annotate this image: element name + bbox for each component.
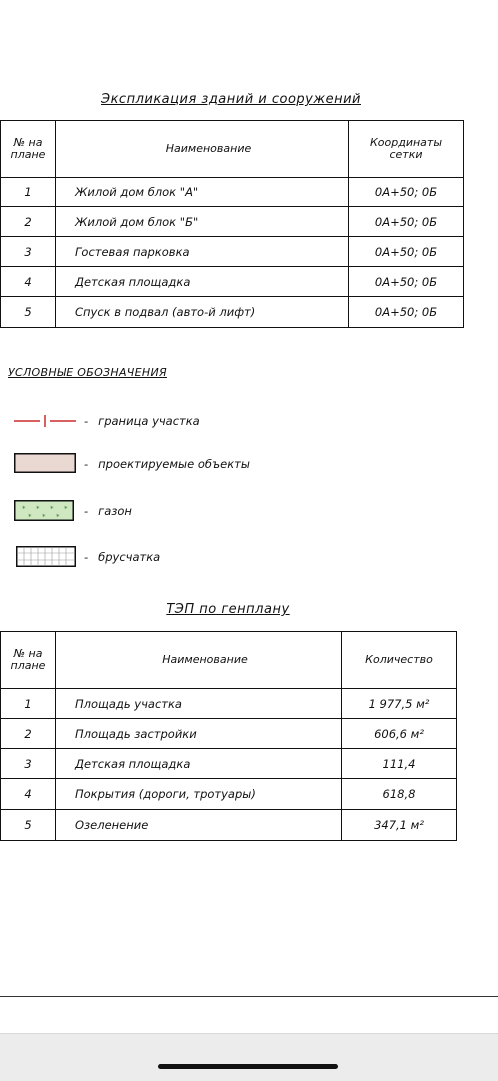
explication-title: Экспликация зданий и сооружений: [101, 92, 361, 107]
table-row: [1, 178, 464, 207]
row-coord: 0А+50; 0Б: [349, 207, 464, 237]
svg-text:⁎: ⁎: [56, 511, 60, 519]
header-num: № на плане: [1, 121, 56, 178]
legend-item-paving: [14, 546, 274, 568]
legend-label: - граница участка: [84, 414, 200, 428]
row-coord: 0А+50; 0Б: [349, 267, 464, 297]
table-row: [1, 297, 464, 328]
row-name: Спуск в подвал (авто-й лифт): [56, 297, 349, 328]
legend-title: УСЛОВНЫЕ ОБОЗНАЧЕНИЯ: [8, 366, 167, 379]
boundary-line-icon: [14, 413, 76, 433]
row-qty: 111,4: [342, 749, 457, 779]
row-name: Жилой дом блок "Б": [56, 207, 349, 237]
svg-text:⁎: ⁎: [36, 503, 40, 511]
table-row: [1, 207, 464, 237]
explication-table: [0, 120, 464, 328]
row-name: Площадь участка: [56, 689, 342, 719]
svg-text:⁎: ⁎: [42, 511, 46, 519]
home-indicator[interactable]: [158, 1064, 338, 1069]
row-num: 5: [1, 810, 56, 841]
table-row: [1, 267, 464, 297]
row-num: 2: [1, 207, 56, 237]
svg-text:⁎: ⁎: [64, 503, 68, 511]
explication-header-row: [1, 121, 464, 178]
tep-title: ТЭП по генплану: [166, 602, 290, 617]
row-name: Озеленение: [56, 810, 342, 841]
tep-header-row: [1, 632, 457, 689]
row-num: 1: [1, 689, 56, 719]
page-bottom-border: [0, 996, 498, 997]
bottom-toolbar: [0, 1033, 498, 1081]
row-name: Покрытия (дороги, тротуары): [56, 779, 342, 810]
row-name: Детская площадка: [56, 749, 342, 779]
header-qty: Количество: [342, 632, 457, 689]
row-coord: 0А+50; 0Б: [349, 237, 464, 267]
table-row: [1, 689, 457, 719]
table-row: [1, 719, 457, 749]
row-num: 5: [1, 297, 56, 328]
row-name: Площадь застройки: [56, 719, 342, 749]
row-name: Жилой дом блок "А": [56, 178, 349, 207]
table-row: [1, 810, 457, 841]
row-qty: 347,1 м²: [342, 810, 457, 841]
row-num: 3: [1, 237, 56, 267]
paving-swatch-icon: [16, 546, 76, 572]
row-num: 4: [1, 267, 56, 297]
header-coord: Координаты сетки: [349, 121, 464, 178]
legend-label: - брусчатка: [84, 550, 161, 564]
legend-item-boundary: [14, 410, 274, 432]
row-qty: 618,8: [342, 779, 457, 810]
table-row: [1, 749, 457, 779]
row-num: 2: [1, 719, 56, 749]
row-coord: 0А+50; 0Б: [349, 297, 464, 328]
tep-table: [0, 631, 457, 841]
svg-text:⁎: ⁎: [50, 503, 54, 511]
legend-item-lawn: [14, 500, 274, 522]
header-name: Наименование: [56, 121, 349, 178]
designed-objects-swatch-icon: [14, 453, 76, 477]
legend-item-designed-objects: [14, 453, 314, 475]
row-coord: 0А+50; 0Б: [349, 178, 464, 207]
row-qty: 606,6 м²: [342, 719, 457, 749]
row-name: Детская площадка: [56, 267, 349, 297]
row-name: Гостевая парковка: [56, 237, 349, 267]
svg-text:⁎: ⁎: [22, 503, 26, 511]
row-qty: 1 977,5 м²: [342, 689, 457, 719]
header-name: Наименование: [56, 632, 342, 689]
row-num: 1: [1, 178, 56, 207]
row-num: 3: [1, 749, 56, 779]
legend-label: - газон: [84, 504, 132, 518]
table-row: [1, 237, 464, 267]
table-row: [1, 779, 457, 810]
lawn-swatch-icon: [14, 500, 76, 526]
svg-text:⁎: ⁎: [28, 511, 32, 519]
row-num: 4: [1, 779, 56, 810]
header-num: № на плане: [1, 632, 56, 689]
legend-label: - проектируемые объекты: [84, 457, 250, 471]
